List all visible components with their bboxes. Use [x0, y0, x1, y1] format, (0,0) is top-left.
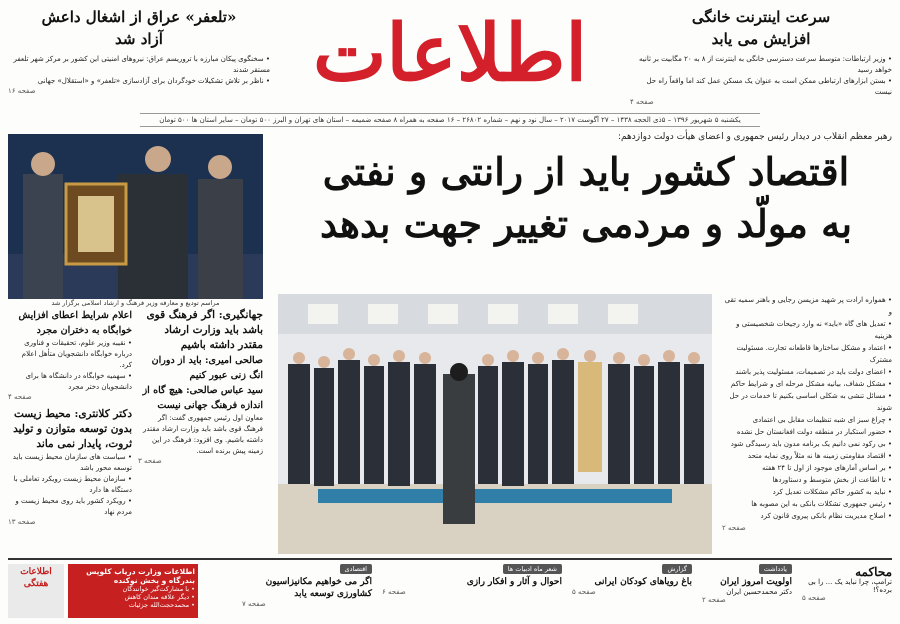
bottom-title: محاکمه	[855, 565, 892, 579]
ceremony-caption: مراسم تودیع و معارفه وزیر فرهنگ و ارشاد اسلامی برگزار شد	[51, 299, 220, 307]
bottom-page-ref: صفحه ۵	[572, 588, 596, 596]
bottom-body: دکتر محمدحسین ایران	[726, 588, 792, 596]
bottom-strip	[8, 558, 892, 618]
bullet-item: • مسائل تنشی به شکلی اساسی بکنیم تا خدمات در حل شوند	[729, 392, 892, 412]
bottom-item-2[interactable]	[702, 564, 792, 618]
issue-line: یکشنبه ۵ شهریور ۱۳۹۶ – ۵ذی الحجه ۱۴۳۸ – ۲۷ آگوست ۲۰۱۷ – سال نود و نهم – شماره ۲۶۸۰۲ – ۱۶ صفحه به همراه ۸ صفحه ضمیمه – استان های تهران و البرز ۵۰۰ تومان – سایر استان ها ۵۰۰ تومان	[140, 113, 760, 127]
story-title: اعلام شرایط اعطای افزایش خوابگاه به دختران مجرد	[18, 310, 132, 336]
teaser-page-ref: صفحه ۱۶	[8, 87, 36, 95]
bullet-item: • همواره ارادت پر شهید مزیسن رجایی و باهنر سمیه تقی و	[724, 296, 892, 316]
bottom-title: باغ رویاهای کودکان ایرانی	[594, 577, 692, 587]
bottom-body: ترامپ، چرا نباید یک ... را بی برده؟!	[808, 578, 892, 594]
bullet-item: • تعدیل های گاه «باید» نه وارد رجیحات شخصیستی و هزینیه	[736, 320, 892, 340]
story-dorm[interactable]	[8, 308, 132, 526]
bullet-item: • اعتماد و مشکل ساختارها قاطعانه تجارت. مسئولیت مشترک	[736, 344, 892, 364]
ceremony-photo[interactable]	[8, 134, 263, 299]
lead-kicker: رهبر معظم انقلاب در دیدار رئیس جمهوری و اعضای هیأت دولت دوازدهم:	[617, 132, 892, 142]
teaser-title-line2: آزاد شد	[115, 30, 163, 48]
bullet-item: • حضور استکبار در منطقه دولت افغانستان حل نشده	[736, 428, 892, 436]
bullet-item: • اصلاح مدیریت نظام بانکی پیروی قانون کرد	[760, 512, 892, 520]
lead-bullets	[722, 294, 892, 534]
bottom-tag: اقتصادی	[340, 564, 372, 574]
bottom-page-ref: صفحه ۲	[702, 596, 726, 604]
headline-line-1: اقتصاد کشور باید از رانتی و نفتی	[322, 149, 850, 194]
ceremony-photo-illustration	[8, 134, 263, 299]
page-ref: صفحه ۲	[722, 524, 746, 532]
teaser-page-ref: صفحه ۴	[630, 98, 654, 106]
top-left-teaser[interactable]	[8, 6, 270, 95]
bottom-item-1[interactable]	[802, 564, 892, 618]
headline-line-2: به مولّد و مردمی تغییر جهت بدهد	[319, 201, 853, 246]
story-body-2: • سیاست های سازمان محیط زیست باید توسعه محور باشد • سازمان محیط زیست رویکرد تعاملی با دستگاه ها دارد • رویکرد کشور باید روی محیط زیست و مردم نهاد	[12, 453, 132, 516]
bottom-tag: شعر ماه ادبیات ها	[503, 564, 562, 574]
ad-box[interactable]	[68, 564, 198, 618]
bullet-item: • اعضای دولت باید در تصمیمات، مسئولیت پذیر باشند	[735, 368, 892, 376]
bottom-page-ref: صفحه ۷	[242, 600, 266, 608]
weekly-title: اطلاعات هفتگی	[20, 567, 52, 589]
teaser-title: سرعت اینترنت خانگی	[691, 8, 831, 26]
bottom-item-3[interactable]	[572, 564, 692, 618]
lead-photo-illustration	[278, 294, 712, 554]
story-title: جهانگیری: اگر فرهنگ قوی باشد باید وزارت ارشاد مقتدر داشته باشیم	[146, 309, 263, 351]
bullet-item: • تا اطاعت از بخش متوسط و دستاوردها	[772, 476, 892, 484]
teaser-title: «تلعفر» عراق از اشغال داعش	[41, 8, 237, 26]
page-ref-2: صفحه ۱۳	[8, 518, 36, 526]
teaser-title-line2: افزایش می یابد	[711, 30, 811, 48]
story-culture-ministry[interactable]	[138, 308, 263, 465]
bullet-item: • بر اساس آمارهای موجود از اول تا ۲۴ هفته	[762, 464, 892, 472]
lead-photo[interactable]	[278, 294, 712, 554]
bottom-page-ref: صفحه ۵	[802, 594, 826, 602]
page-ref: صفحه ۴	[8, 393, 32, 401]
bottom-title: اولویت امروز ایران	[720, 577, 792, 587]
bottom-tag: یادداشت	[759, 564, 792, 574]
teaser-body: • سخنگوی پیکان مبارزه با تروریسم عراق: نیروهای امنیتی این کشور بر مرکز شهر تلعفر مستقر شدند • ناظر بر تلاش تشکیلات خودگردان برای آزادسازی «تلعفر» و «استقلال» جهانی	[13, 55, 270, 85]
bullet-item: • نباید به کشور حاکم مشکلات تعدیل کرد	[772, 488, 892, 496]
bottom-item-4[interactable]	[382, 564, 562, 618]
bottom-title: اگر می خواهیم مکانیزاسیون کشاورزی توسعه یابد	[265, 577, 372, 599]
lead-headline[interactable]	[280, 146, 892, 250]
bottom-tag: گزارش	[662, 564, 692, 574]
story-body: • نقیبه وزیر علوم، تحقیقات و فناوری درباره خوابگاه دانشجویان متأهل اعلام کرد. • سهمیه خوابگاه در دانشگاه ها برای دانشجویان دختر مجرد	[21, 339, 132, 391]
top-right-teaser[interactable]	[630, 6, 892, 106]
masthead	[290, 2, 610, 110]
bullet-item: • مشکل شفاف، بیانیه مشکل مرحله ای و شرایط حاکم	[730, 380, 892, 388]
ad-body: • با مشارکت‌گیر خوانندگان • دیگر علاقه مندان کاهش • محمدحجت‌الله جزئیات	[122, 585, 195, 609]
bullet-item: • رئیس جمهوری تشکلات بانکی به این مصوبه ها	[751, 500, 892, 508]
masthead-logo: اطلاعات	[312, 8, 588, 99]
bullet-item: • بی رکود نمی دانیم یک برنامه مدون باید رسیدگی شود	[730, 440, 892, 448]
bottom-item-5[interactable]	[242, 564, 372, 618]
page-ref: صفحه ۳	[138, 457, 162, 465]
story-subtitle-2: سید عباس صالحی: هیچ گاه از اندازه فرهنگ جهانی نیست	[142, 385, 263, 411]
story-body: معاون اول رئیس جمهوری گفت: اگر فرهنگ قوی باشد باید وزارت ارشاد مقتدر داشته باشیم. وی افزود: فرهنگ در این زمینه پیش برنده است.	[143, 414, 263, 455]
teaser-body: • وزیر ارتباطات: متوسط سرعت دسترسی خانگی به اینترنت از ۸ به ۲۰ مگابیت بر ثانیه خواهد رسید • بستن ابزارهای ارتباطی ممکن است به عنوان یک مسکن عمل کند اما واقعاً راه حل نیست	[639, 55, 892, 96]
weekly-ad[interactable]	[8, 564, 64, 618]
story-subtitle: صالحی امیری: باید از دوران انگ زنی عبور کنیم	[151, 355, 263, 381]
bullet-item: • چراغ سبز ای شبه تنظیمات مقابل بی اعتمادی	[752, 416, 892, 424]
story-title-2: دکتر کلانتری: محیط زیست بدون توسعه متوازن و تولید ثروت، پایدار نمی ماند	[13, 408, 132, 450]
bottom-title: احوال و آثار و افکار رازی	[466, 577, 562, 587]
bottom-page-ref: صفحه ۶	[382, 588, 406, 596]
ad-title: اطلاعات وزارت دریاب کلوپس بندرگاه و بخش نوکنده	[86, 567, 195, 585]
bullet-item: • اقتصاد مقاومتی زمینه ها نه مثلاً روی نمایه متحد	[747, 452, 892, 460]
